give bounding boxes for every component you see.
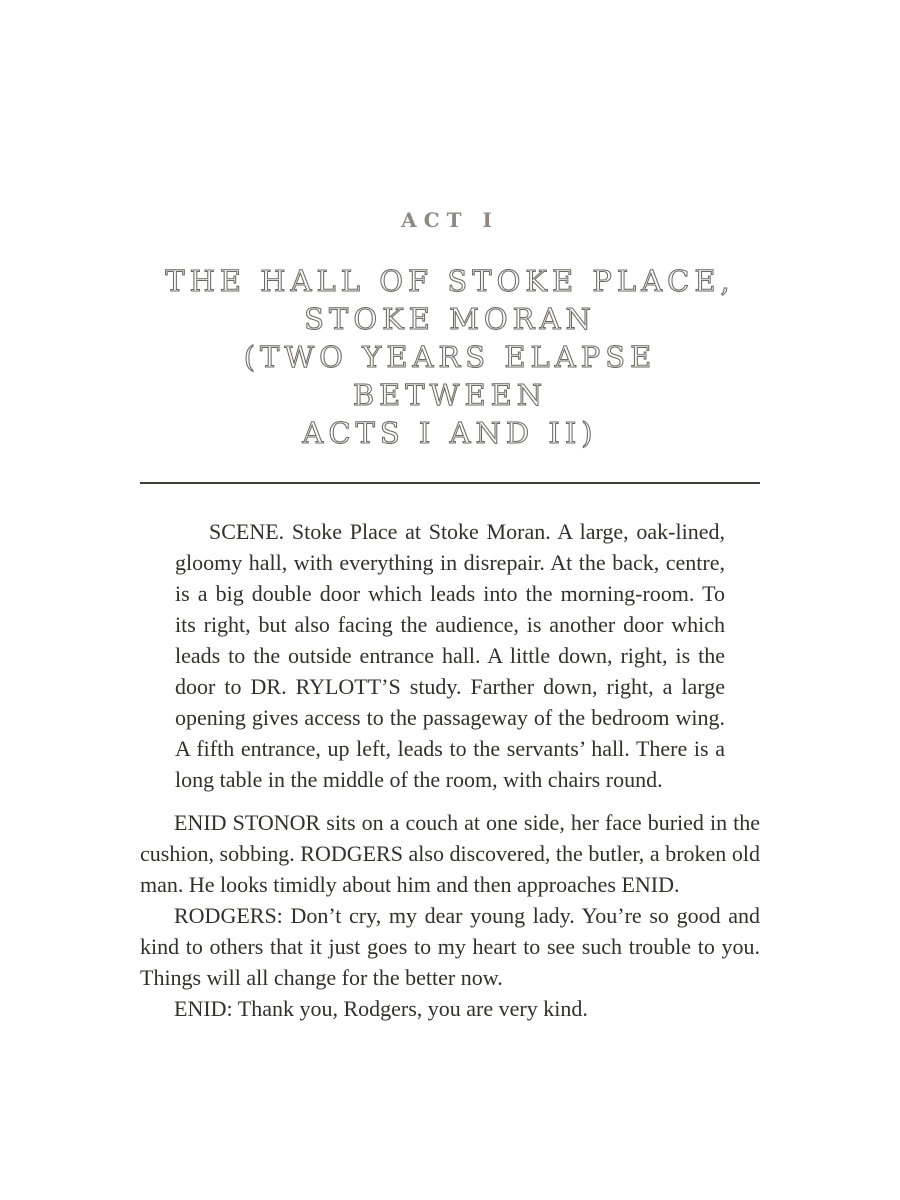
stage-direction-paragraph: ENID STONOR sits on a couch at one side, her face buried in the cushion, sobbing. RODGERS also discovered, the butler, a broken old man. He looks timidly about him and then approaches ENID. [140,810,760,897]
act-heading: ACT I [401,208,499,232]
title-divider [140,482,760,484]
page-title [140,262,760,452]
book-page [140,0,760,1024]
dialogue-paragraph-enid: ENID: Thank you, Rodgers, you are very kind. [174,996,588,1021]
scene-description: SCENE. Stoke Place at Stoke Moran. A large, oak-lined, gloomy hall, with everything in disrepair. At the back, centre, is a big double door which leads into the morning-room. To its right, but also facing the audience, is another door which leads to the outside entrance hall. A little down, right, is the door to DR. RYLOTT’S study. Farther down, right, a large opening gives access to the passageway of the bedroom wing. A fifth entrance, up left, leads to the servants’ hall. There is a long table in the middle of the room, with chairs round. [175,519,725,792]
title-line: THE HALL OF STOKE PLACE, [165,264,735,298]
dialogue-paragraph-rodgers: RODGERS: Don’t cry, my dear young lady. You’re so good and kind to others that it just goes to my heart to see such trouble to you. Things will all change for the better now. [140,903,760,990]
title-line: (TWO YEARS ELAPSE BETWEEN [243,340,657,412]
title-line: ACTS I AND II) [302,416,598,450]
title-line: STOKE MORAN [304,302,596,336]
